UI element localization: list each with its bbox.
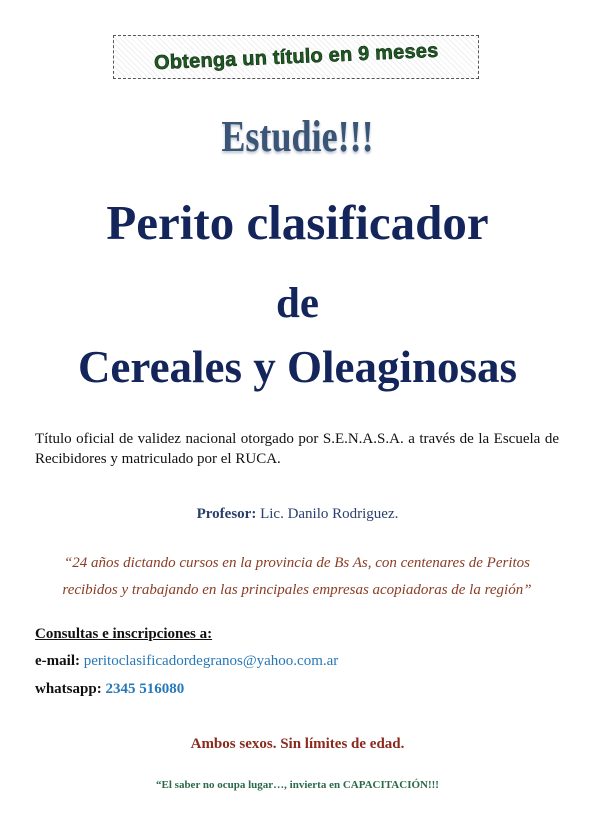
title-line-1: Perito clasificador — [106, 195, 489, 250]
intro-paragraph: Título oficial de validez nacional otorgado por S.E.N.A.S.A. a través de la Escuela de Recibidores y matriculado por el RUCA. — [35, 431, 559, 467]
email-label: e-mail: — [35, 653, 80, 669]
title-line-3: Cereales y Oleaginosas — [77, 342, 518, 392]
closing-slogan: “El saber no ocupa lugar…, invierta en CAPACITACIÓN!!! — [156, 779, 439, 791]
email-row — [35, 653, 338, 670]
promo-banner — [113, 35, 479, 79]
testimonial-quote: “24 años dictando cursos en la provincia de Bs As, con centenares de Peritos recibidos y trabajando en las principales empresas acopiadoras de la región” — [62, 555, 532, 598]
profesor-name: Lic. Danilo Rodriguez. — [260, 506, 399, 522]
profesor-label: Profesor: — [196, 506, 257, 522]
whatsapp-label: whatsapp: — [35, 681, 102, 697]
eligibility-note: Ambos sexos. Sin límites de edad. — [190, 736, 405, 752]
whatsapp-row — [35, 681, 184, 698]
title-line-2: de — [276, 280, 319, 327]
estudie-heading: Estudie!!! — [221, 112, 374, 161]
profesor-line — [0, 506, 595, 523]
banner-text: Obtenga un título en 9 meses — [153, 39, 439, 74]
email-link[interactable]: peritoclasificadordegranos@yahoo.com.ar — [83, 653, 339, 669]
whatsapp-number[interactable]: 2345 516080 — [105, 681, 185, 697]
contact-heading: Consultas e inscripciones a: — [35, 626, 213, 642]
